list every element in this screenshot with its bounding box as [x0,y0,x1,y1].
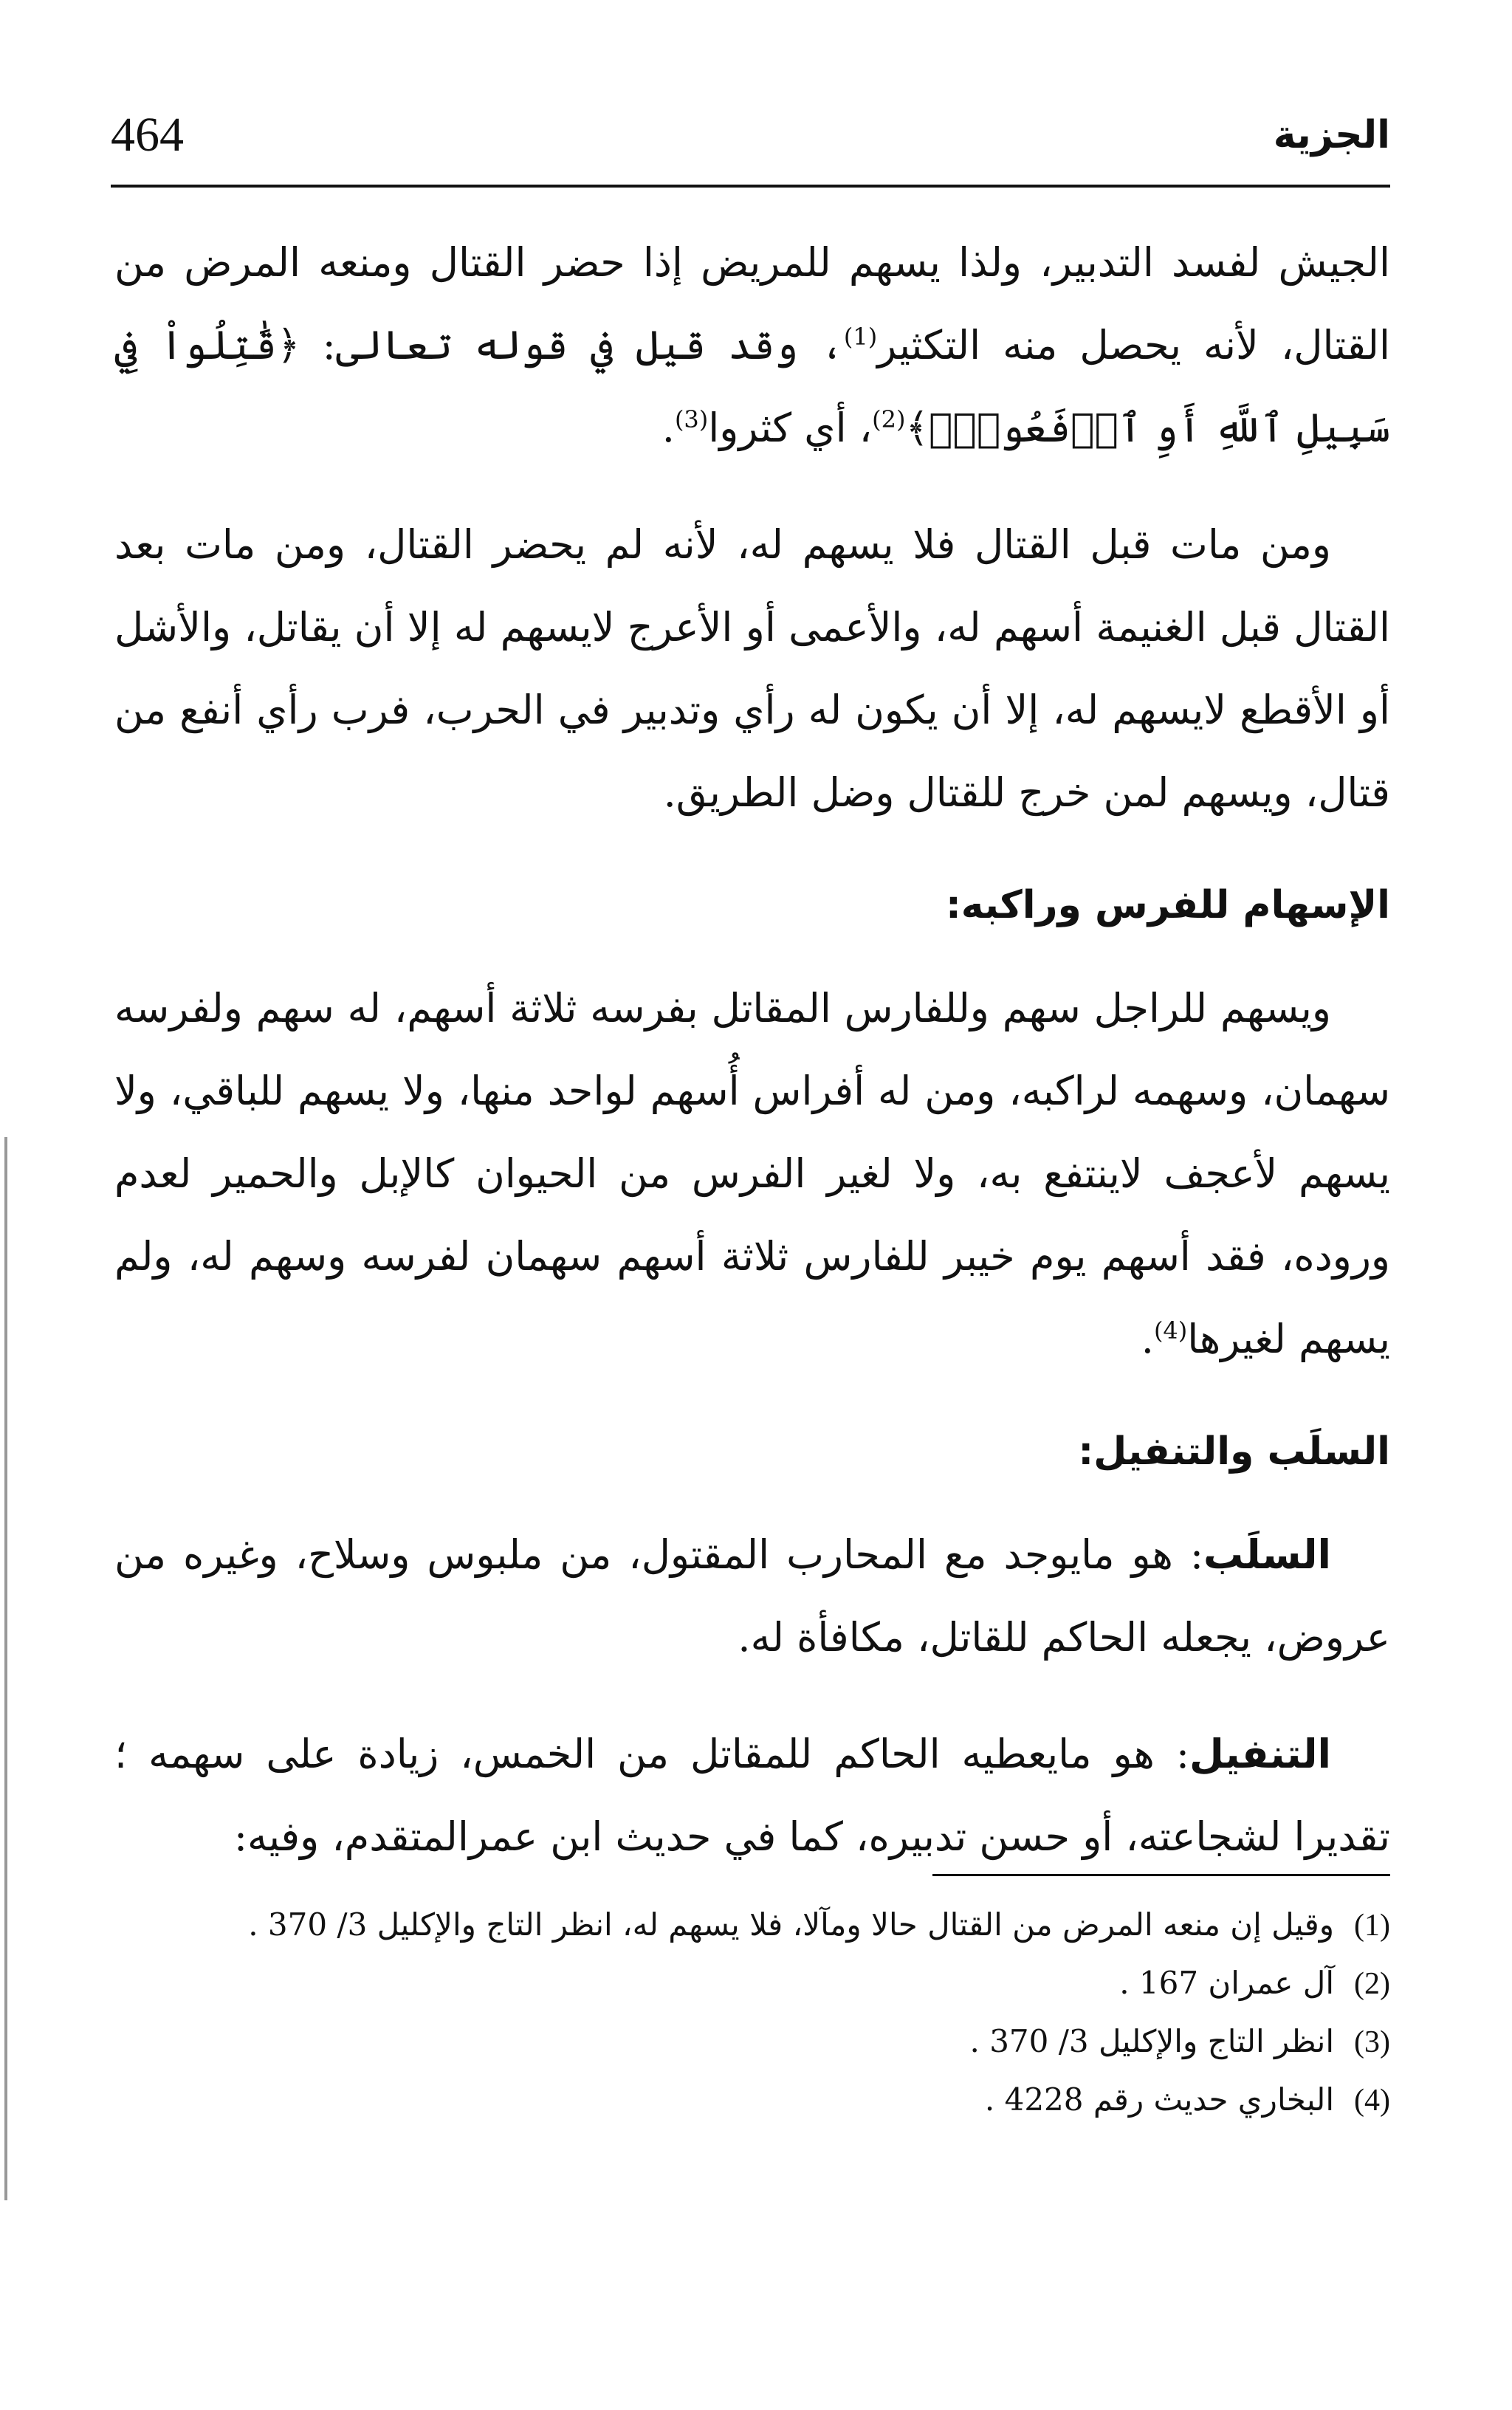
paragraph-1 [114,222,1390,470]
page-edge-shadow [4,1137,7,2200]
footnote-1 [114,1896,1390,1954]
paragraph-5-text: : هو مايعطيه الحاكم للمقاتل من الخمس، زيادة على سهمه ؛ تقديرا لشجاعته، أو حسن تدبيره، كما في حديث ابن عمرالمتقدم، وفيه: [114,1731,1390,1860]
footnote-ref-2: (2) [872,405,906,433]
footnotes [114,1896,1390,2129]
paragraph-4-text: : هو مايوجد مع المحارب المقتول، من ملبوس وسلاح، وغيره من عروض، يجعله الحاكم للقاتل، مكافأة له. [114,1531,1390,1661]
page-header [111,95,1390,176]
paragraph-1-text-d: . [662,405,675,451]
quran-verse: ﴿قَٰتِلُواْ فِي سَبِيلِ ٱللَّهِ أَوِ ٱدۡفَعُواْۖ﴾ [114,322,1390,451]
paragraph-3 [114,967,1390,1381]
footnote-text: آل عمران 167 . [1119,1965,1334,2001]
paragraph-2-text: ومن مات قبل القتال فلا يسهم له، لأنه لم يحضر القتال، ومن مات بعد القتال قبل الغنيمة أسهم له، والأعمى أو الأعرج لايسهم له إلا أن يقاتل، والأشل أو الأقطع لايسهم له، إلا أن يكون له رأي وتدبير في الحرب، فرب رأي أنفع من قتال، ويسهم لمن خرج للقتال وضل الطريق. [114,521,1390,816]
footnote-text: وقيل إن منعه المرض من القتال حالا ومآلا، فلا يسهم له، انظر التاج والإكليل 3/ 370 . [248,1906,1334,1943]
paragraph-2 [114,504,1390,834]
footnote-number: (3) [1354,2025,1390,2059]
running-title: الجزية [1273,113,1390,157]
footnote-text: البخاري حديث رقم 4228 . [984,2081,1334,2118]
page-number: 464 [111,108,184,162]
paragraph-4 [114,1514,1390,1679]
footnote-2 [114,1954,1390,2013]
footnote-4 [114,2071,1390,2129]
footnote-3 [114,2013,1390,2071]
main-text [114,222,1390,1912]
paragraph-1-text-a: الجيش لفسد التدبير، ولذا يسهم للمريض إذا حضر القتال ومنعه المرض من القتال، لأنه يحصل منه التكثير [114,239,1391,368]
footnote-number: (1) [1354,1909,1390,1943]
paragraph-5 [114,1713,1390,1878]
footnote-ref-4: (4) [1153,1316,1188,1345]
paragraph-3-text-b: . [1141,1316,1154,1362]
term-salab: السلَب [1203,1531,1331,1578]
footnote-number: (4) [1354,2084,1390,2118]
footnote-separator [932,1874,1390,1876]
footnote-ref-1: (1) [843,323,878,351]
paragraph-3-text-a: ويسهم للراجل سهم وللفارس المقاتل بفرسه ثلاثة أسهم، له سهم ولفرسه سهمان، وسهمه لراكبه، ومن له أفراس أُسهم لواحد منها، ولا يسهم للباقي، ولا يسهم لأعجف لاينتفع به، ولا لغير الفرس من الحيوان كالإبل والحمير لعدم وروده، فقد أسهم يوم خيبر للفارس ثلاثة أسهم سهمان لفرسه وسهم له، ولم يسهم لغيرها [114,985,1390,1362]
footnote-ref-3: (3) [674,405,709,433]
footnote-text: انظر التاج والإكليل 3/ 370 . [969,2023,1334,2059]
section-heading-spoils: السلَب والتنفيل: [1078,1429,1390,1474]
header-rule [111,185,1390,188]
footnote-number: (2) [1354,1967,1390,2001]
paragraph-1-text-b: ، وقد قيل في قوله تعالى: [300,322,844,368]
section-heading-horse-share: الإسهام للفرس وراكبه: [945,883,1390,927]
paragraph-1-text-c: ، أي كثروا [708,405,873,451]
term-tanfil: التنفيل [1189,1731,1332,1777]
